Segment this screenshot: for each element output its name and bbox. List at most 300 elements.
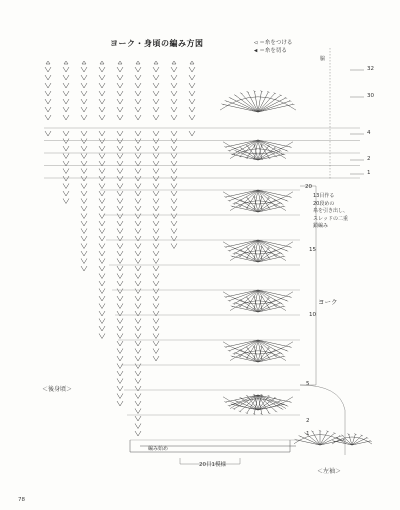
v-stitch bbox=[99, 319, 105, 324]
v-stitch bbox=[153, 115, 159, 120]
stitch-bar bbox=[274, 93, 276, 94]
v-stitch bbox=[153, 206, 159, 211]
stitch-bar bbox=[275, 356, 277, 357]
fan-edge bbox=[223, 142, 293, 154]
v-stitch bbox=[135, 91, 141, 96]
v-stitch bbox=[99, 99, 105, 104]
v-stitch bbox=[81, 229, 87, 234]
v-stitch bbox=[153, 296, 159, 301]
v-stitch bbox=[153, 319, 159, 324]
v-stitch bbox=[135, 386, 141, 391]
stitch-bar bbox=[246, 297, 248, 298]
v-stitch bbox=[135, 251, 141, 256]
attach-yarn-icon: ◁ bbox=[254, 40, 258, 46]
v-stitch bbox=[189, 99, 195, 104]
v-stitch bbox=[153, 83, 159, 88]
v-stitch bbox=[135, 311, 141, 316]
v-stitch bbox=[171, 83, 177, 88]
v-stitch bbox=[153, 221, 159, 226]
stitch-bar bbox=[268, 395, 270, 396]
v-stitch bbox=[189, 75, 195, 80]
v-stitch bbox=[135, 139, 141, 144]
v-stitch bbox=[45, 131, 51, 136]
v-stitch bbox=[81, 199, 87, 204]
v-stitch bbox=[117, 274, 123, 279]
v-stitch bbox=[171, 229, 177, 234]
v-stitch bbox=[153, 191, 159, 196]
v-stitch bbox=[99, 251, 105, 256]
v-stitch bbox=[135, 394, 141, 399]
v-stitch bbox=[81, 99, 87, 104]
v-stitch bbox=[117, 161, 123, 166]
flower-tip bbox=[100, 61, 104, 64]
center-mark: 脇 bbox=[320, 56, 326, 62]
v-stitch bbox=[99, 75, 105, 80]
v-stitch bbox=[81, 251, 87, 256]
stitch-bar bbox=[239, 206, 241, 207]
v-stitch bbox=[81, 83, 87, 88]
v-stitch bbox=[117, 379, 123, 384]
v-stitch bbox=[117, 229, 123, 234]
stitch-bar bbox=[281, 203, 283, 204]
flower-tip bbox=[190, 61, 194, 64]
v-stitch bbox=[135, 244, 141, 249]
v-stitch bbox=[153, 311, 159, 316]
v-stitch bbox=[117, 244, 123, 249]
stitch-stroke bbox=[258, 395, 282, 409]
stitch-bar bbox=[234, 95, 236, 96]
v-stitch bbox=[63, 83, 69, 88]
v-stitch bbox=[45, 83, 51, 88]
stitch-bar bbox=[239, 256, 241, 257]
row-number: 1 bbox=[306, 431, 310, 437]
v-stitch bbox=[117, 394, 123, 399]
stitch-bar bbox=[286, 250, 288, 251]
v-stitch bbox=[99, 296, 105, 301]
v-stitch bbox=[117, 146, 123, 151]
stitch-bar bbox=[246, 395, 248, 396]
v-stitch bbox=[99, 229, 105, 234]
v-stitch bbox=[171, 214, 177, 219]
v-stitch bbox=[117, 304, 123, 309]
v-stitch bbox=[135, 229, 141, 234]
v-stitch bbox=[81, 206, 87, 211]
v-stitch bbox=[99, 83, 105, 88]
v-stitch bbox=[135, 274, 141, 279]
stitch-bar bbox=[361, 435, 363, 436]
fan-motif bbox=[332, 434, 372, 445]
v-stitch bbox=[117, 356, 123, 361]
stitch-bar bbox=[246, 347, 248, 348]
row-number: 2 bbox=[306, 418, 310, 424]
v-stitch bbox=[117, 319, 123, 324]
v-stitch bbox=[117, 289, 123, 294]
fan-edge bbox=[223, 242, 293, 254]
v-stitch bbox=[153, 107, 159, 112]
v-stitch bbox=[153, 274, 159, 279]
v-stitch bbox=[99, 154, 105, 159]
v-stitch bbox=[99, 236, 105, 241]
v-stitch bbox=[117, 107, 123, 112]
v-stitch bbox=[117, 214, 123, 219]
v-stitch bbox=[99, 214, 105, 219]
stitch-bar bbox=[281, 253, 283, 254]
v-stitch bbox=[81, 146, 87, 151]
v-stitch bbox=[135, 214, 141, 219]
v-stitch bbox=[99, 311, 105, 316]
v-stitch bbox=[153, 326, 159, 331]
page-title: ヨーク・身頃の編み方図 bbox=[110, 39, 204, 48]
v-stitch bbox=[153, 281, 159, 286]
stitch-bar bbox=[268, 197, 270, 198]
stitch-bar bbox=[268, 347, 270, 348]
v-stitch bbox=[81, 115, 87, 120]
v-stitch bbox=[135, 115, 141, 120]
v-stitch bbox=[189, 115, 195, 120]
instruction-note bbox=[313, 193, 383, 231]
fan-motif bbox=[223, 140, 293, 160]
v-stitch bbox=[45, 115, 51, 120]
v-stitch bbox=[153, 356, 159, 361]
v-stitch bbox=[117, 191, 123, 196]
start-label: 編み始め bbox=[148, 446, 169, 452]
yoke-label: ヨーク bbox=[318, 298, 338, 306]
legend-text: ＝糸をつける bbox=[259, 40, 293, 46]
v-stitch bbox=[45, 67, 51, 72]
v-stitch bbox=[81, 107, 87, 112]
stitch-stroke bbox=[230, 98, 258, 112]
v-stitch bbox=[63, 191, 69, 196]
v-stitch bbox=[171, 139, 177, 144]
v-stitch bbox=[81, 139, 87, 144]
v-stitch bbox=[153, 131, 159, 136]
v-stitch bbox=[171, 115, 177, 120]
fan-motif bbox=[230, 144, 286, 160]
stitch-bar bbox=[275, 256, 277, 257]
v-stitch bbox=[63, 154, 69, 159]
flower-tip bbox=[154, 61, 158, 64]
v-stitch bbox=[135, 289, 141, 294]
v-stitch bbox=[117, 296, 123, 301]
row-number: 5 bbox=[306, 381, 310, 387]
v-stitch bbox=[117, 75, 123, 80]
v-stitch bbox=[81, 131, 87, 136]
stitch-stroke bbox=[300, 436, 320, 445]
v-stitch bbox=[153, 334, 159, 339]
v-stitch bbox=[117, 221, 123, 226]
v-stitch bbox=[99, 67, 105, 72]
v-stitch bbox=[171, 161, 177, 166]
v-stitch bbox=[153, 139, 159, 144]
row-number: 2 bbox=[367, 156, 371, 162]
stitch-bar bbox=[234, 150, 236, 151]
v-stitch bbox=[99, 115, 105, 120]
v-stitch bbox=[63, 199, 69, 204]
v-stitch bbox=[99, 326, 105, 331]
v-stitch bbox=[117, 115, 123, 120]
stitch-bar bbox=[239, 356, 241, 357]
v-stitch bbox=[135, 206, 141, 211]
v-stitch bbox=[153, 304, 159, 309]
v-stitch bbox=[189, 83, 195, 88]
v-stitch bbox=[117, 99, 123, 104]
guide-lines bbox=[44, 48, 364, 464]
flower-tip bbox=[118, 61, 122, 64]
row-number: 30 bbox=[367, 93, 374, 99]
fan-edge bbox=[230, 351, 286, 361]
v-stitch bbox=[135, 334, 141, 339]
v-stitch bbox=[81, 91, 87, 96]
v-stitch bbox=[63, 184, 69, 189]
v-stitch bbox=[99, 244, 105, 249]
row-number: 10 bbox=[309, 312, 316, 318]
v-stitch bbox=[45, 107, 51, 112]
v-stitch bbox=[117, 176, 123, 181]
v-stitch bbox=[153, 67, 159, 72]
stitch-bar bbox=[240, 147, 242, 148]
v-stitch bbox=[135, 161, 141, 166]
legend-text: ＝糸を切る bbox=[259, 48, 287, 54]
v-stitch bbox=[117, 131, 123, 136]
v-stitch bbox=[171, 244, 177, 249]
v-stitch bbox=[171, 75, 177, 80]
v-stitch bbox=[99, 176, 105, 181]
v-stitch bbox=[135, 199, 141, 204]
stitch-bar bbox=[286, 200, 288, 201]
v-stitch bbox=[99, 139, 105, 144]
v-stitch bbox=[153, 214, 159, 219]
stitch-stroke bbox=[320, 436, 340, 445]
v-stitch bbox=[99, 334, 105, 339]
v-stitch bbox=[117, 401, 123, 406]
v-stitch bbox=[153, 176, 159, 181]
v-stitch bbox=[171, 221, 177, 226]
v-stitch bbox=[117, 386, 123, 391]
v-stitch bbox=[135, 409, 141, 414]
v-stitch bbox=[135, 349, 141, 354]
v-stitch bbox=[63, 75, 69, 80]
row-number: 32 bbox=[367, 66, 374, 72]
v-stitch bbox=[117, 169, 123, 174]
v-stitch bbox=[81, 169, 87, 174]
v-stitch bbox=[135, 184, 141, 189]
v-stitch bbox=[99, 221, 105, 226]
v-stitch bbox=[117, 91, 123, 96]
fan-edge bbox=[223, 342, 293, 354]
v-stitch bbox=[171, 176, 177, 181]
stitch-stroke bbox=[352, 438, 367, 445]
v-stitch bbox=[153, 75, 159, 80]
v-stitch bbox=[99, 107, 105, 112]
v-stitch bbox=[153, 289, 159, 294]
v-stitch bbox=[153, 161, 159, 166]
stitch-bar bbox=[239, 306, 241, 307]
v-stitch bbox=[135, 154, 141, 159]
flower-tip bbox=[136, 61, 140, 64]
v-stitch bbox=[117, 199, 123, 204]
v-stitch bbox=[135, 99, 141, 104]
v-stitch bbox=[135, 107, 141, 112]
v-stitch bbox=[153, 236, 159, 241]
cut-yarn-icon: ◀ bbox=[254, 48, 258, 54]
v-stitch bbox=[171, 154, 177, 159]
v-stitch bbox=[99, 191, 105, 196]
v-stitch bbox=[81, 244, 87, 249]
fan-edge bbox=[230, 251, 286, 261]
v-stitch bbox=[171, 107, 177, 112]
v-stitch bbox=[153, 199, 159, 204]
v-stitch bbox=[99, 304, 105, 309]
v-stitch bbox=[135, 431, 141, 436]
v-stitch bbox=[81, 191, 87, 196]
stitch-bar bbox=[225, 100, 227, 101]
note-line: 13目作る bbox=[313, 193, 335, 199]
stitch-bar bbox=[246, 197, 248, 198]
fan-motifs bbox=[220, 91, 372, 445]
v-stitch bbox=[63, 107, 69, 112]
v-stitch bbox=[63, 169, 69, 174]
stitch-bar bbox=[240, 397, 242, 398]
v-stitch bbox=[117, 334, 123, 339]
v-stitch bbox=[99, 131, 105, 136]
fan-motif bbox=[220, 91, 296, 112]
v-stitch bbox=[117, 206, 123, 211]
v-stitch bbox=[153, 146, 159, 151]
v-stitch bbox=[171, 191, 177, 196]
v-stitch bbox=[189, 131, 195, 136]
v-stitch bbox=[81, 75, 87, 80]
v-stitch bbox=[99, 281, 105, 286]
v-stitch bbox=[45, 75, 51, 80]
note-line: 糸を引き出し、 bbox=[313, 208, 349, 214]
v-stitch bbox=[135, 424, 141, 429]
fan-motif bbox=[294, 430, 346, 445]
v-stitch bbox=[135, 221, 141, 226]
v-stitch bbox=[63, 99, 69, 104]
v-stitch bbox=[135, 296, 141, 301]
fan-edge bbox=[230, 301, 286, 311]
stitch-bar bbox=[286, 150, 288, 151]
stitch-bar bbox=[286, 300, 288, 301]
v-stitch bbox=[81, 236, 87, 241]
v-stitch bbox=[117, 259, 123, 264]
v-stitch bbox=[135, 401, 141, 406]
stitch-bar bbox=[275, 206, 277, 207]
v-stitch bbox=[171, 199, 177, 204]
row-number: 4 bbox=[367, 130, 371, 136]
v-stitch bbox=[171, 184, 177, 189]
v-stitch bbox=[135, 364, 141, 369]
v-stitch bbox=[135, 416, 141, 421]
stitch-bar bbox=[246, 247, 248, 248]
v-stitch bbox=[45, 99, 51, 104]
v-stitch bbox=[189, 91, 195, 96]
flower-tip bbox=[82, 61, 86, 64]
row-number: 15 bbox=[309, 247, 316, 253]
stitch-bar bbox=[234, 400, 236, 401]
v-stitch bbox=[117, 67, 123, 72]
fan-edge bbox=[223, 192, 293, 204]
note-line: 鎖編み bbox=[313, 223, 329, 229]
v-stitch bbox=[117, 326, 123, 331]
v-stitch bbox=[117, 281, 123, 286]
flower-tip bbox=[64, 61, 68, 64]
v-stitch bbox=[99, 199, 105, 204]
v-stitch bbox=[81, 154, 87, 159]
stitch-bar bbox=[281, 353, 283, 354]
v-stitch bbox=[117, 371, 123, 376]
top-columns bbox=[45, 61, 195, 120]
v-stitch bbox=[117, 83, 123, 88]
v-stitch bbox=[81, 184, 87, 189]
v-stitch bbox=[135, 259, 141, 264]
stitch-bar bbox=[275, 411, 277, 412]
v-stitch bbox=[117, 251, 123, 256]
stitch-stroke bbox=[337, 438, 352, 445]
stitch-bar bbox=[281, 408, 283, 409]
stitch-bar bbox=[239, 411, 241, 412]
stitch-stroke bbox=[320, 431, 328, 445]
v-stitch bbox=[117, 364, 123, 369]
stitch-stroke bbox=[258, 140, 282, 154]
row-number: 1 bbox=[367, 170, 371, 176]
v-stitch bbox=[63, 146, 69, 151]
v-stitch bbox=[135, 131, 141, 136]
v-stitch bbox=[63, 91, 69, 96]
v-stitch bbox=[63, 67, 69, 72]
v-stitch bbox=[117, 266, 123, 271]
back-body-label: ＜後身頃＞ bbox=[42, 386, 73, 393]
row-number: 20 bbox=[305, 184, 312, 190]
v-stitch bbox=[99, 161, 105, 166]
stitch-stroke bbox=[312, 431, 320, 445]
v-stitch bbox=[153, 169, 159, 174]
v-stitch bbox=[99, 184, 105, 189]
v-stitch bbox=[81, 161, 87, 166]
v-stitch bbox=[99, 259, 105, 264]
stitch-bar bbox=[341, 435, 343, 436]
v-stitch bbox=[171, 169, 177, 174]
v-stitch bbox=[135, 341, 141, 346]
v-stitch bbox=[81, 214, 87, 219]
v-stitch bbox=[171, 146, 177, 151]
v-stitch bbox=[153, 349, 159, 354]
v-stitch bbox=[153, 259, 159, 264]
v-stitch bbox=[135, 281, 141, 286]
stitch-stroke bbox=[258, 98, 286, 112]
left-sleeve-label: ＜左袖＞ bbox=[317, 468, 342, 475]
v-stitch bbox=[135, 169, 141, 174]
v-stitch bbox=[171, 91, 177, 96]
v-stitch bbox=[99, 206, 105, 211]
v-stitch bbox=[117, 341, 123, 346]
stitch-bar bbox=[275, 306, 277, 307]
stitch-stroke bbox=[234, 395, 258, 409]
stitch-stroke bbox=[234, 140, 258, 154]
v-stitch bbox=[135, 236, 141, 241]
v-stitch bbox=[81, 266, 87, 271]
v-stitch bbox=[63, 176, 69, 181]
v-stitch bbox=[99, 266, 105, 271]
stitch-bar bbox=[286, 405, 288, 406]
page-number: 78 bbox=[18, 497, 25, 503]
v-stitch bbox=[153, 229, 159, 234]
v-stitch bbox=[135, 326, 141, 331]
stitch-bar bbox=[268, 297, 270, 298]
v-stitch bbox=[135, 146, 141, 151]
v-stitch bbox=[117, 139, 123, 144]
v-stitch bbox=[63, 139, 69, 144]
